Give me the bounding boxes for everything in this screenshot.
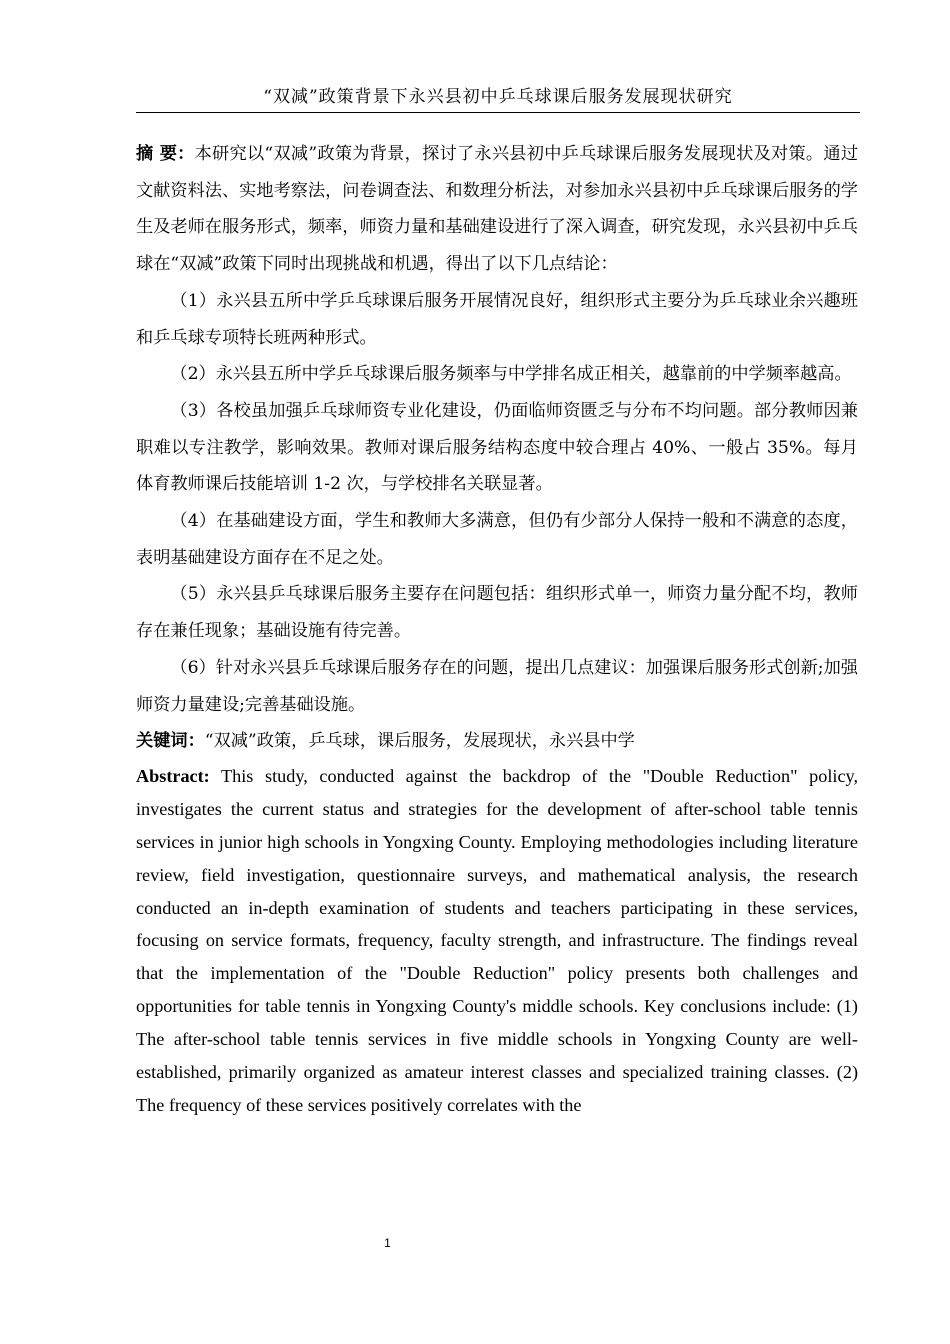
conclusion-point-3: （3）各校虽加强乒乓球师资专业化建设，仍面临师资匮乏与分布不均问题。部分教师因兼职难以专注教学，影响效果。教师对课后服务结构态度中较合理占 40%、一般占 35%。每月体育教师课后技能培训 1-2 次，与学校排名关联显著。 [136,400,858,495]
abstract-en [136,760,858,1122]
abstract-cn-text: 本研究以“双减”政策为背景，探讨了永兴县初中乒乓球课后服务发展现状及对策。通过文献资料法、实地考察法，问卷调查法、和数理分析法，对参加永兴县初中乒乓球课后服务的学生及老师在服务形式，频率，师资力量和基础建设进行了深入调查，研究发现，永兴县初中乒乓球在“双减”政策下同时出现挑战和机遇，得出了以下几点结论： [136,144,859,275]
abstract-en-label: Abstract: [136,765,210,786]
page-content [136,136,858,1122]
conclusion-point-5: （5）永兴县乒乓球课后服务主要存在问题包括：组织形式单一，师资力量分配不均，教师存在兼任现象；基础设施有待完善。 [136,584,858,642]
running-header: “双减”政策背景下永兴县初中乒乓球课后服务发展现状研究 [136,84,860,113]
keywords-cn-label: 关键词： [136,731,205,752]
abstract-en-text: This study, conducted against the backdrop of the "Double Reduction" policy, investigates the current status and strategies for the development of after-school table tennis services in junior high schools in Yongxing County. Employing methodologies including literature review, field investigation, questionnaire surveys, and mathematical analysis, the research conducted an in-depth examination of students and teachers participating in these services, focusing on service formats, frequency, faculty strength, and infrastructure. The findings reveal that the implementation of the "Double Reduction" policy presents both challenges and opportunities for table tennis in Yongxing County's middle schools. Key conclusions include: (1) The after-school table tennis services in five middle schools in Yongxing County are well-established, primarily organized as amateur interest classes and specialized training classes. (2) The frequency of these services positively correlates with the [136,765,858,1116]
page-number: 1 [384,1236,391,1250]
conclusion-point-2: （2）永兴县五所中学乒乓球课后服务频率与中学排名成正相关，越靠前的中学频率越高。 [170,364,852,385]
abstract-cn-intro [136,136,858,283]
keywords-cn-text: “双减”政策，乒乓球，课后服务，发展现状，永兴县中学 [204,731,635,752]
abstract-cn-label: 摘 要： [136,144,195,164]
conclusion-point-1: （1）永兴县五所中学乒乓球课后服务开展情况良好，组织形式主要分为乒乓球业余兴趣班和乒乓球专项特长班两种形式。 [136,290,858,348]
keywords-cn [136,723,858,760]
conclusion-point-6: （6）针对永兴县乒乓球课后服务存在的问题，提出几点建议：加强课后服务形式创新;加强师资力量建设;完善基础设施。 [136,657,858,715]
conclusion-point-4: （4）在基础建设方面，学生和教师大多满意，但仍有少部分人保持一般和不满意的态度，表明基础建设方面存在不足之处。 [136,511,858,568]
